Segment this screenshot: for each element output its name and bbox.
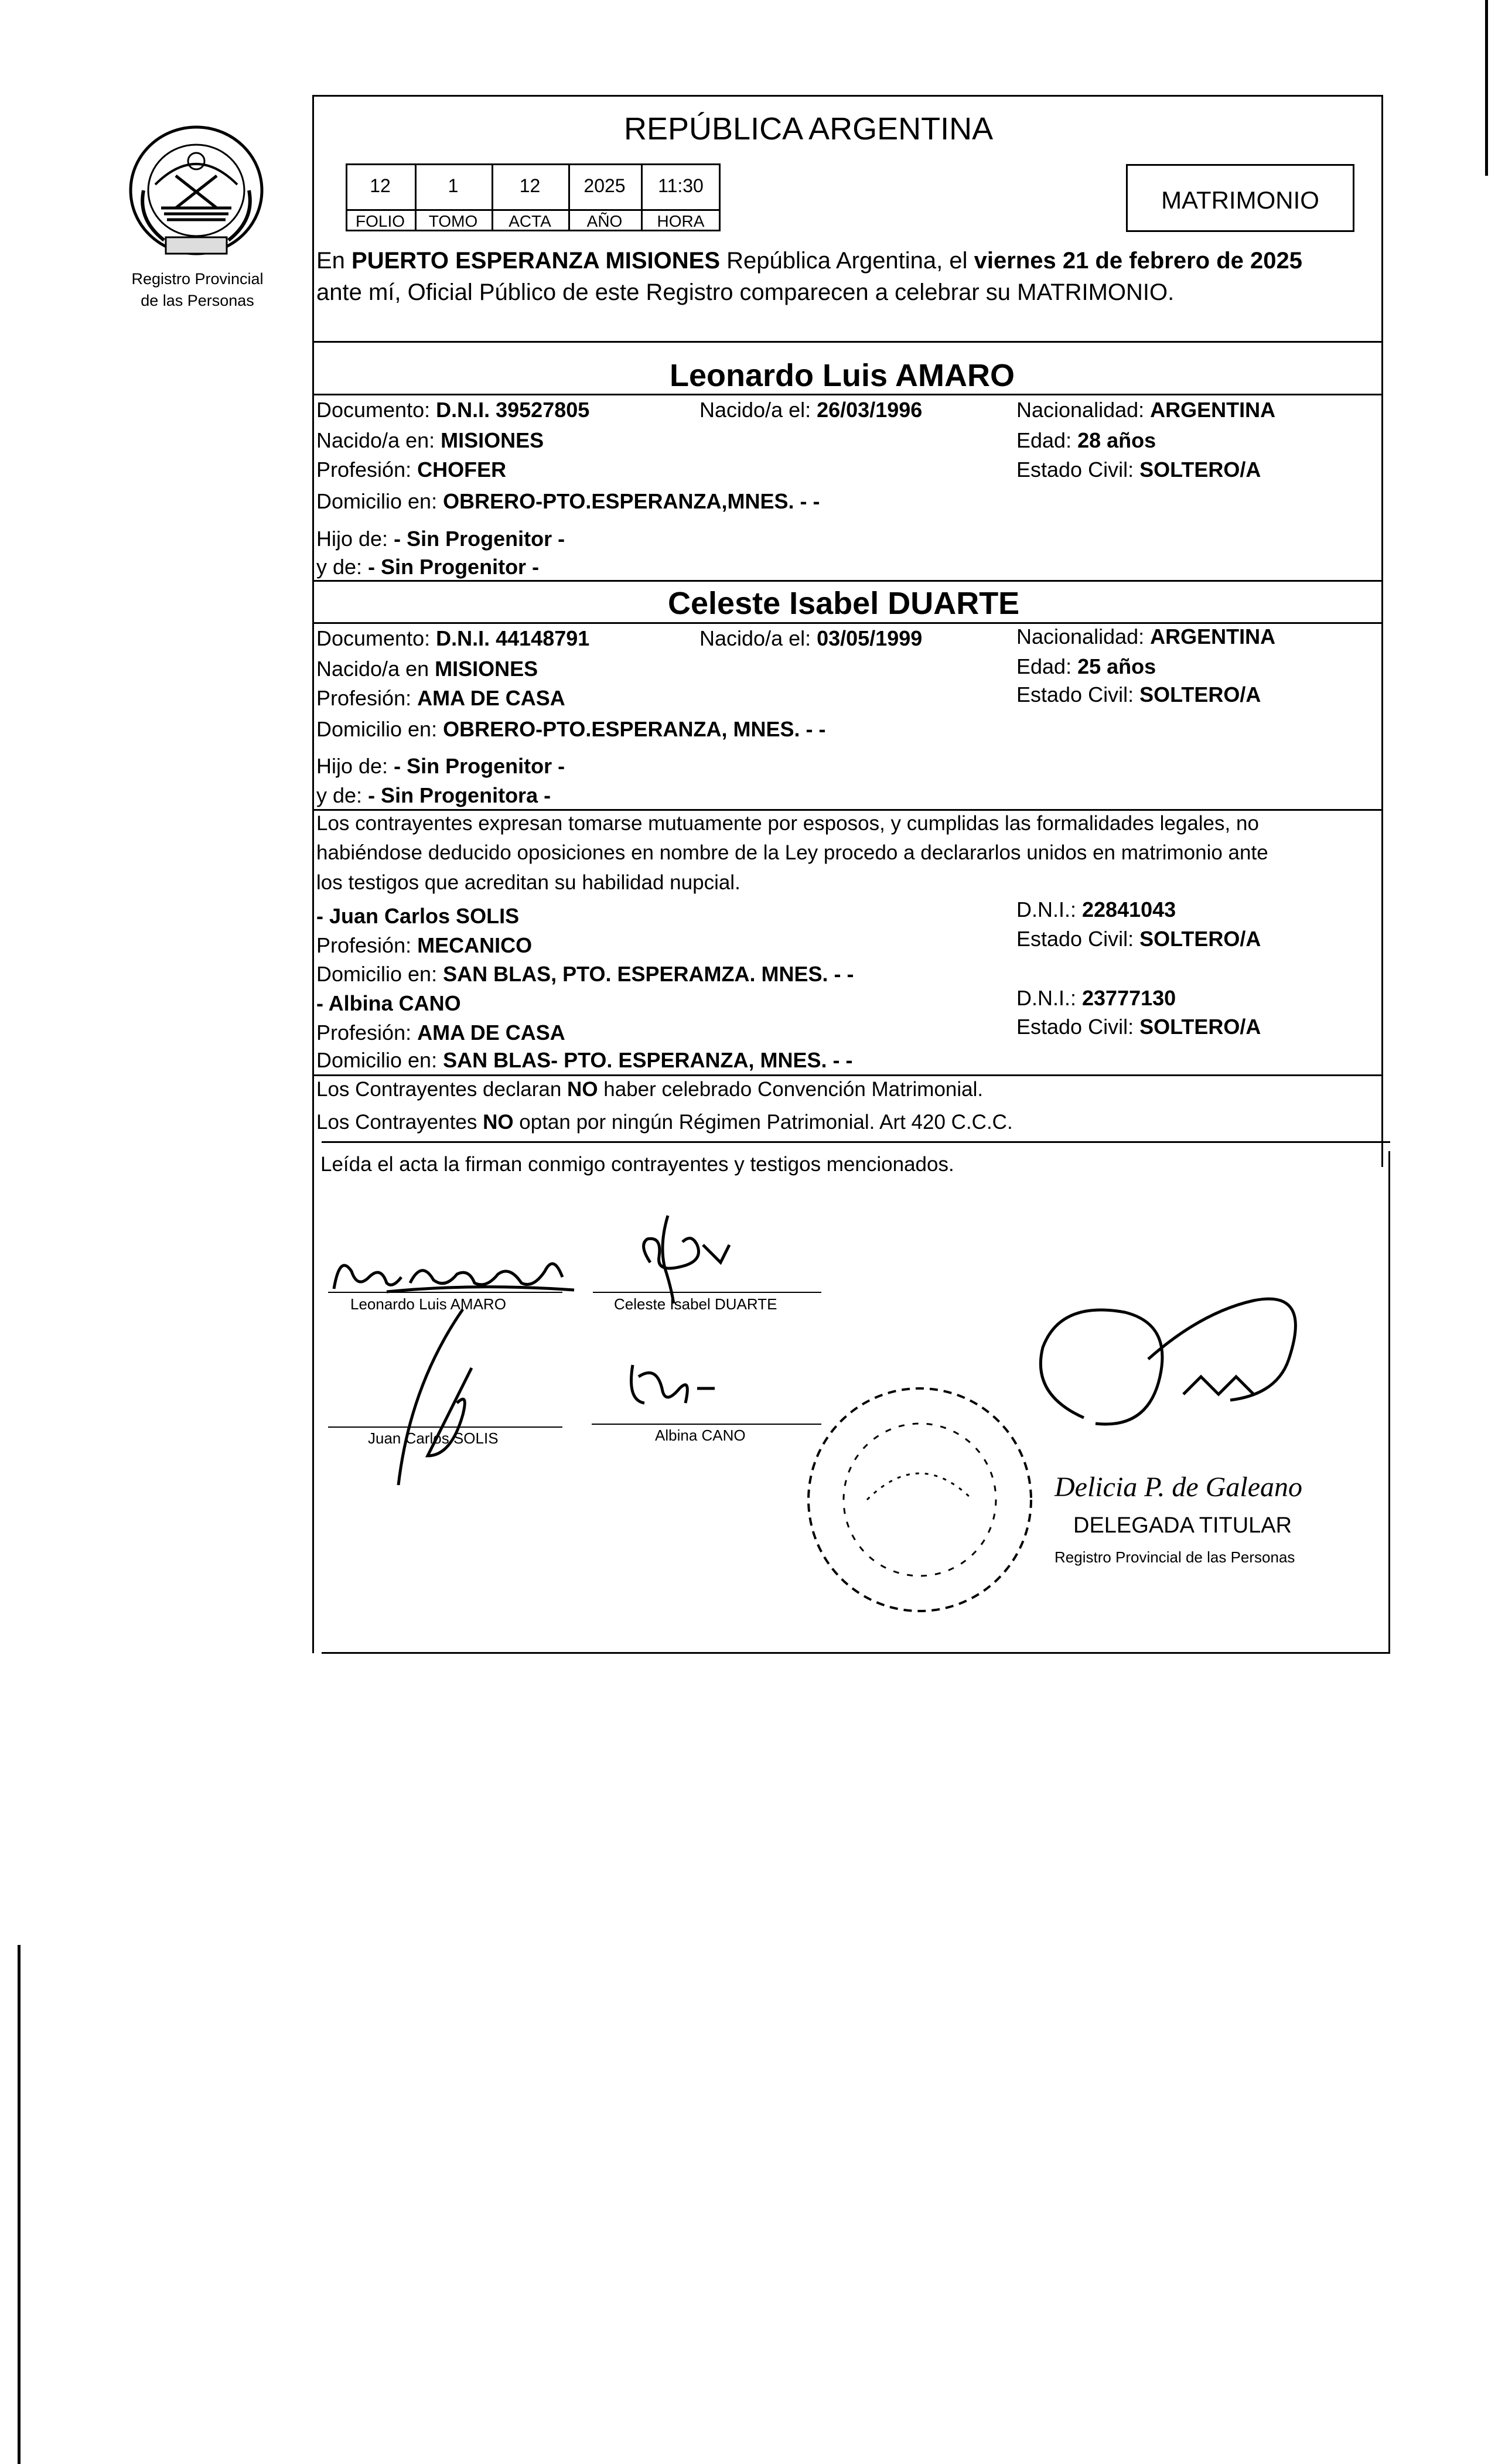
spouse1-age: Edad: 28 años: [1016, 428, 1156, 452]
margin-mark-bottom-left: [18, 1945, 21, 2464]
divider-spouse2-end: [312, 809, 1383, 811]
registry-name-line1: Registro Provincial: [131, 270, 264, 288]
witness1-dni: D.N.I.: 22841043: [1016, 897, 1176, 922]
signature-duarte-icon: [603, 1210, 756, 1309]
declaration-line3: los testigos que acreditan su habilidad nupcial.: [316, 871, 740, 894]
divider-regime: [322, 1141, 1390, 1143]
witness2-name: - Albina CANO: [316, 991, 461, 1015]
spouse1-parent1: Hijo de: - Sin Progenitor -: [316, 527, 565, 551]
country-title: REPÚBLICA ARGENTINA: [624, 111, 994, 146]
witness2-civil-status: Estado Civil: SOLTERO/A: [1016, 1015, 1261, 1039]
frame-left: [312, 95, 314, 1653]
official-title: DELEGADA TITULAR: [1073, 1513, 1292, 1538]
spouse2-name: Celeste Isabel DUARTE: [668, 586, 1020, 621]
document-type: MATRIMONIO: [1161, 186, 1319, 214]
official-seal-text: [797, 1377, 1043, 1623]
official-organization: Registro Provincial de las Personas: [1054, 1548, 1295, 1566]
folio-value: 12: [370, 175, 391, 196]
spouse1-address: Domicilio en: OBRERO-PTO.ESPERANZA,MNES. - -: [316, 489, 820, 513]
spouse2-birthdate: Nacido/a el: 03/05/1999: [699, 626, 923, 650]
spouse1-document: Documento: D.N.I. 39527805: [316, 398, 590, 422]
registry-logo: [120, 120, 272, 267]
spouse2-profession: Profesión: AMA DE CASA: [316, 686, 565, 710]
document-type-box: [1126, 164, 1354, 232]
registry-name-line2: de las Personas: [141, 292, 254, 309]
anio-value: 2025: [583, 175, 626, 196]
closing-statement: Leída el acta la firman conmigo contrayentes y testigos mencionados.: [320, 1153, 954, 1176]
signature-line-2: [593, 1292, 821, 1293]
divider-spouse1: [312, 394, 1383, 395]
frame-right-upper: [1381, 95, 1383, 1167]
registration-table: [346, 163, 721, 231]
spouse1-profession: Profesión: CHOFER: [316, 458, 507, 482]
spouse2-address: Domicilio en: OBRERO-PTO.ESPERANZA, MNES. - -: [316, 717, 826, 741]
acta-label: ACTA: [509, 212, 551, 230]
intro-line1: En PUERTO ESPERANZA MISIONES República Argentina, el viernes 21 de febrero de 2025: [316, 248, 1302, 274]
signature-cano-icon: [621, 1353, 762, 1418]
spouse2-age: Edad: 25 años: [1016, 654, 1156, 678]
divider-spouse1-end: [312, 580, 1383, 582]
spouse1-civil-status: Estado Civil: SOLTERO/A: [1016, 458, 1261, 482]
margin-mark-top-right: [1485, 0, 1488, 176]
anio-label: AÑO: [586, 212, 623, 230]
frame-top: [312, 95, 1383, 97]
declaration-line1: Los contrayentes expresan tomarse mutuamente por esposos, y cumplidas las formalidades legales, no: [316, 812, 1259, 835]
intro-line2: ante mí, Oficial Público de este Registro comparecen a celebrar su MATRIMONIO.: [316, 279, 1175, 305]
witness1-civil-status: Estado Civil: SOLTERO/A: [1016, 927, 1261, 951]
declaration-line2: habiéndose deducido oposiciones en nombre de la Ley procedo a declararlos unidos en matrimonio ante: [316, 841, 1268, 864]
signature-line-4: [592, 1424, 821, 1425]
divider-intro: [312, 341, 1383, 343]
spouse2-nationality: Nacionalidad: ARGENTINA: [1016, 624, 1276, 649]
tomo-value: 1: [448, 175, 459, 196]
hora-value: 11:30: [658, 175, 704, 196]
witness1-profession: Profesión: MECANICO: [316, 933, 533, 957]
spouse2-civil-status: Estado Civil: SOLTERO/A: [1016, 682, 1261, 707]
registry-logo-text: [120, 120, 272, 267]
spouse2-document: Documento: D.N.I. 44148791: [316, 626, 590, 650]
acta-value: 12: [519, 175, 541, 196]
signature-label-3: Juan Carlos SOLIS: [368, 1429, 499, 1447]
tomo-label: TOMO: [428, 212, 478, 230]
signature-label-2: Celeste Isabel DUARTE: [614, 1295, 777, 1313]
signature-line-3: [328, 1426, 562, 1428]
folio-label: FOLIO: [355, 212, 405, 230]
witness2-dni: D.N.I.: 23777130: [1016, 986, 1176, 1010]
signature-solis-icon: [375, 1303, 492, 1491]
witness1-address: Domicilio en: SAN BLAS, PTO. ESPERAMZA. MNES. - -: [316, 962, 854, 986]
witness2-address: Domicilio en: SAN BLAS- PTO. ESPERANZA, MNES. - -: [316, 1048, 853, 1072]
divider-spouse2: [312, 622, 1383, 624]
frame-right-lower: [1388, 1151, 1390, 1653]
convention-statement: Los Contrayentes declaran NO haber celebrado Convención Matrimonial.: [316, 1078, 984, 1101]
witness1-name: - Juan Carlos SOLIS: [316, 904, 520, 928]
official-name: Delicia P. de Galeano: [1054, 1472, 1303, 1503]
spouse2-parent2: y de: - Sin Progenitora -: [316, 783, 551, 807]
spouse1-birthdate: Nacido/a el: 26/03/1996: [699, 398, 923, 422]
witness2-profession: Profesión: AMA DE CASA: [316, 1021, 565, 1045]
divider-witnesses: [312, 1074, 1383, 1076]
official-signature-icon: [1008, 1277, 1359, 1465]
signature-label-4: Albina CANO: [655, 1426, 746, 1444]
spouse1-birthplace: Nacido/a en: MISIONES: [316, 428, 544, 452]
signature-label-1: Leonardo Luis AMARO: [350, 1295, 506, 1313]
spouse1-nationality: Nacionalidad: ARGENTINA: [1016, 398, 1276, 422]
signature-line-1: [328, 1292, 562, 1293]
spouse2-parent1: Hijo de: - Sin Progenitor -: [316, 754, 565, 778]
spouse1-parent2: y de: - Sin Progenitor -: [316, 555, 540, 579]
spouse2-birthplace: Nacido/a en MISIONES: [316, 657, 538, 681]
spouse1-name: Leonardo Luis AMARO: [670, 358, 1015, 393]
hora-label: HORA: [657, 212, 705, 230]
frame-bottom: [322, 1652, 1390, 1654]
regime-statement: Los Contrayentes NO optan por ningún Régimen Patrimonial. Art 420 C.C.C.: [316, 1111, 1013, 1134]
